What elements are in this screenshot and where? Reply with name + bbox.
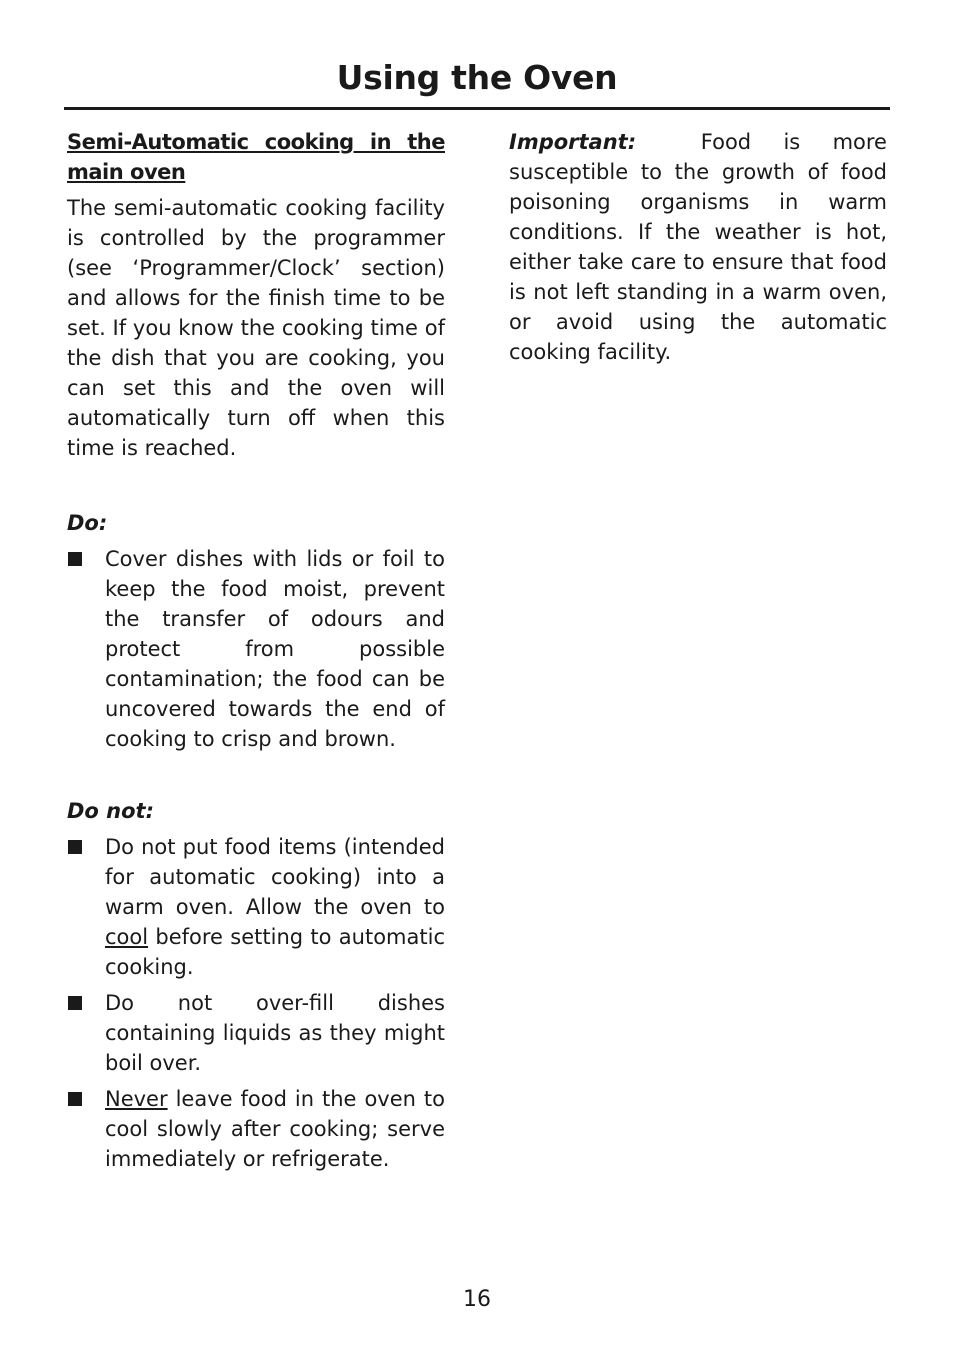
page-number: 16 [463,1287,491,1312]
do-not-list-item [67,988,445,1078]
do-list [67,544,445,754]
do-not-heading: Do not: [67,799,154,823]
do-item-text: Cover dishes with lids or foil to keep the food moist, prevent the transfer of odours and protect from possible contamination; the food can be uncovered towards the end of cooking to crisp and brown. [105,547,445,751]
section-heading: Semi-Automatic cooking in the main oven [67,130,445,184]
important-label: Important: [509,130,637,154]
square-bullet-icon [68,996,82,1010]
do-list-item [67,544,445,754]
item-emphasis: cool [105,925,149,949]
important-text: Food is more susceptible to the growth of food poisoning organisms in warm conditions. If the weather is hot, either take care to ensure that food is not left standing in a warm oven, or avoid using the automatic cooking facility. [509,130,887,364]
square-bullet-icon [68,1092,82,1106]
item-text-before: Do not put food items (intended for automatic cooking) into a warm oven. Allow the oven to [105,835,445,919]
square-bullet-icon [68,552,82,566]
do-heading: Do: [67,511,108,535]
item-text-after: before setting to automatic cooking. [105,925,445,979]
item-text-after: leave food in the oven to cool slowly after cooking; serve immediately or refrigerate. [105,1087,445,1171]
square-bullet-icon [68,840,82,854]
right-column [509,127,887,367]
do-not-list-item [67,1084,445,1174]
do-not-list-item [67,832,445,982]
left-column [67,127,445,1180]
intro-paragraph: The semi-automatic cooking facility is controlled by the programmer (see ‘Programmer/Clock’ section) and allows for the finish time to be set. If you know the cooking time of the dish that you are cooking, you can set this and the oven will automatically turn off when this time is reached. [67,196,445,460]
important-note [509,127,887,367]
item-text-before: Do not over-fill dishes containing liquids as they might boil over. [105,991,445,1075]
page-title: Using the Oven [336,58,618,97]
item-emphasis: Never [105,1087,168,1111]
do-not-list [67,832,445,1174]
title-divider [64,107,890,110]
